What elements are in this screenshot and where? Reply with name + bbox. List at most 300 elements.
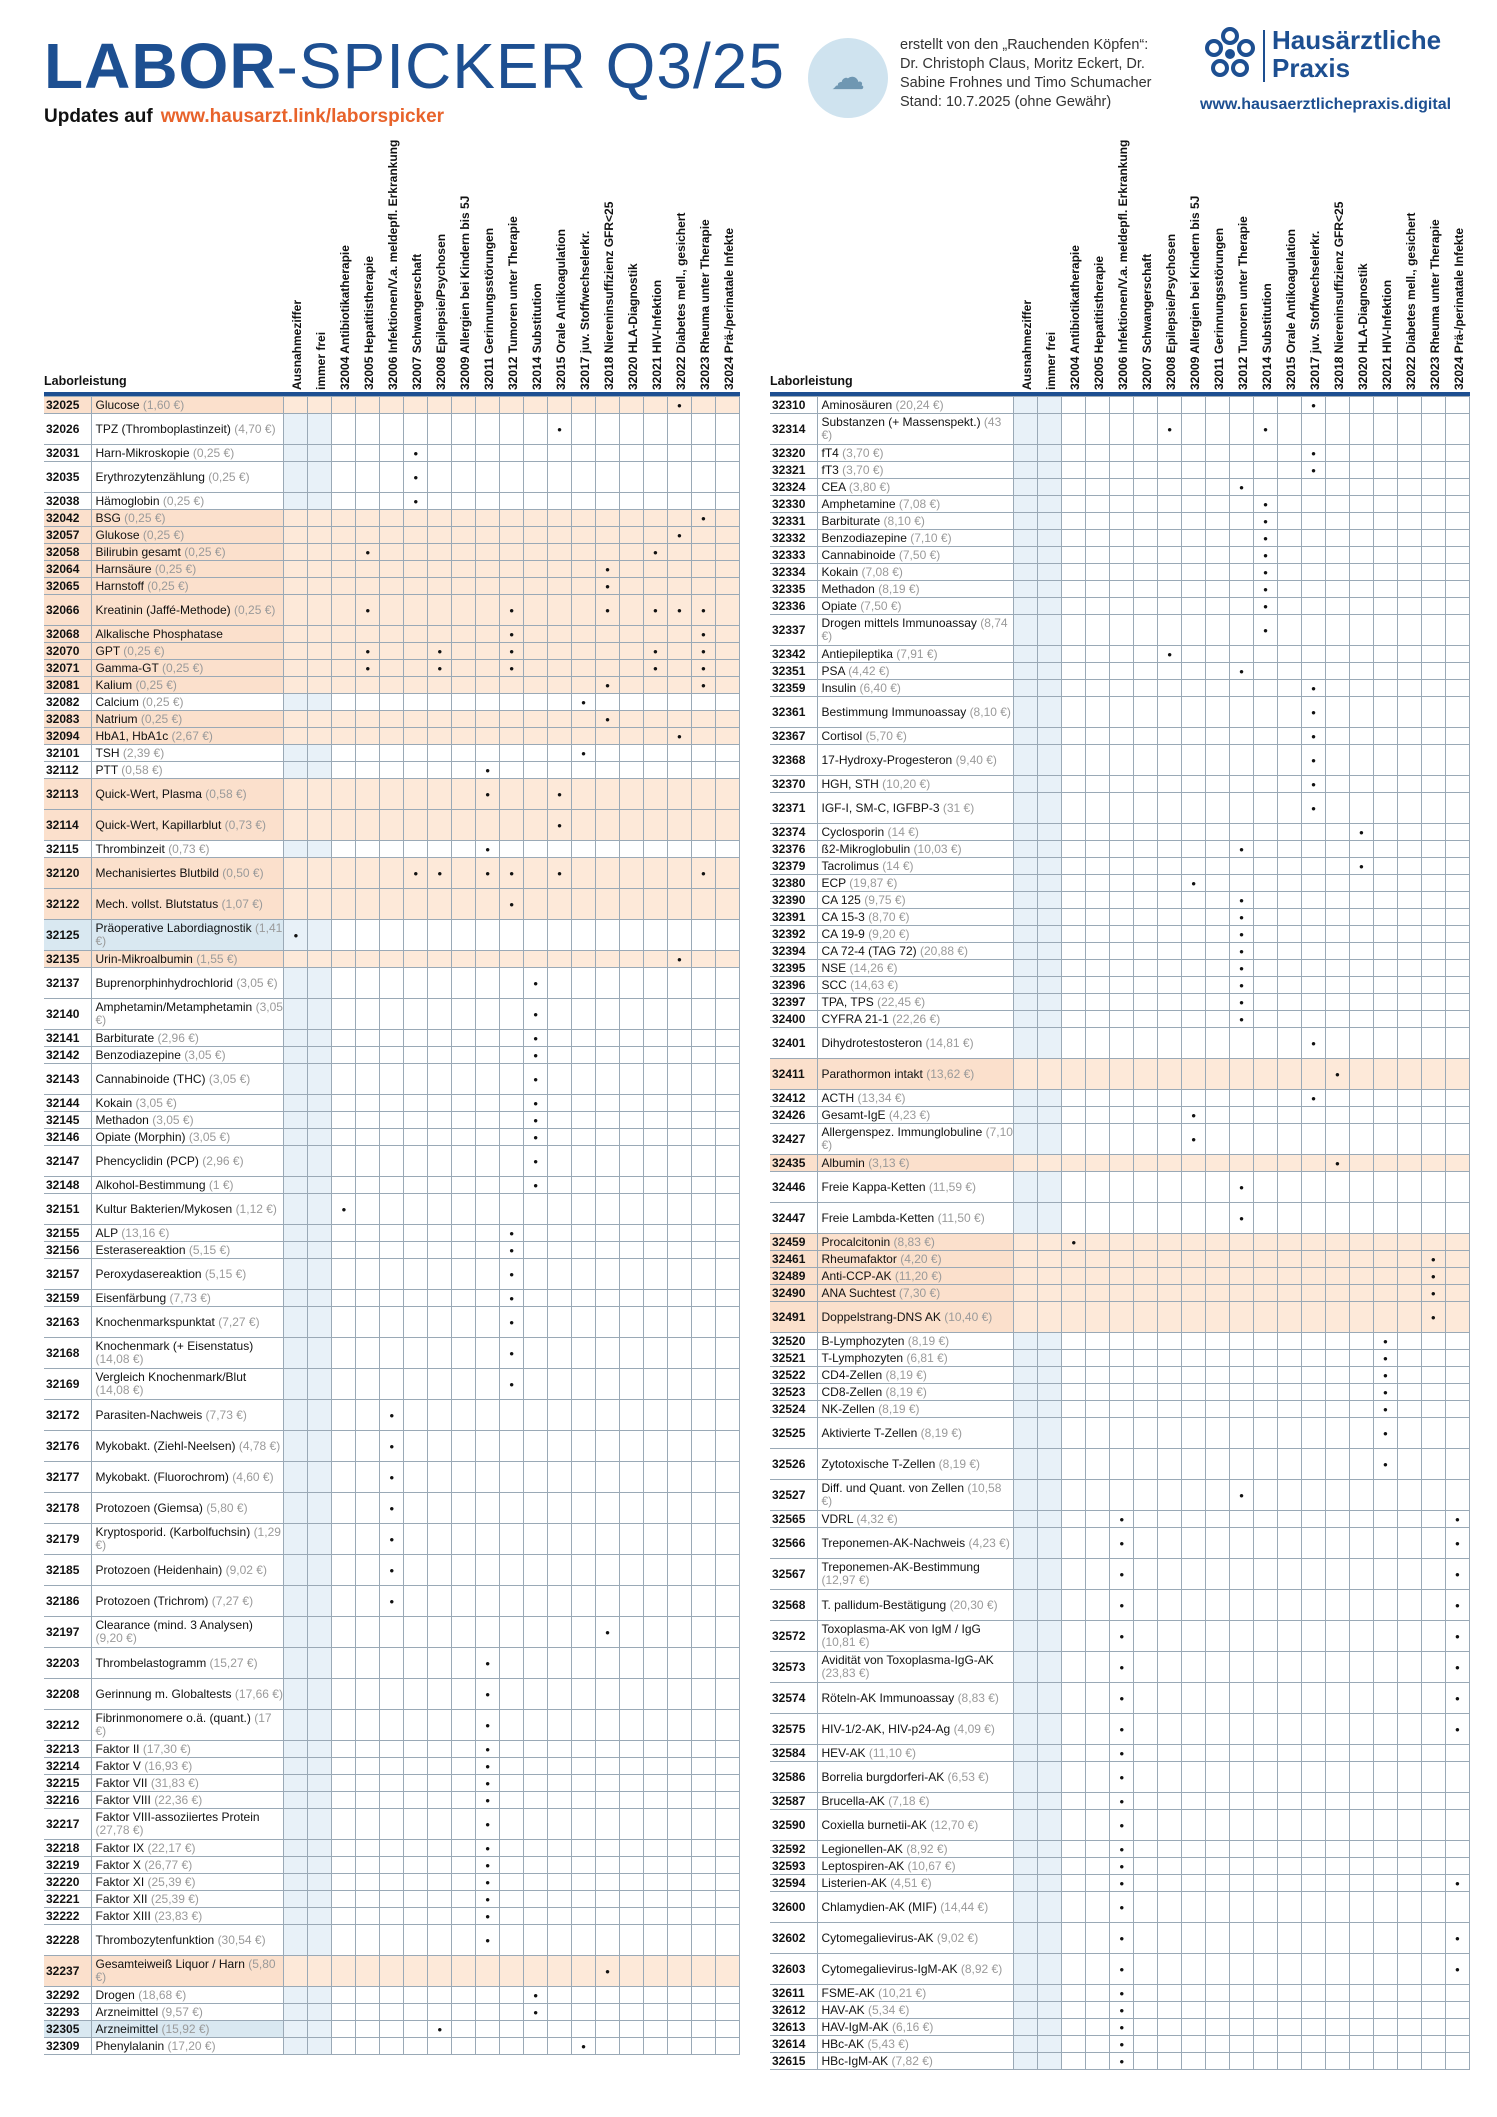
criteria-cell xyxy=(1038,745,1062,776)
criteria-cell xyxy=(500,1112,524,1129)
criteria-cell xyxy=(428,1047,452,1064)
criteria-cell xyxy=(1349,1511,1373,1528)
criteria-cell xyxy=(1373,841,1397,858)
criteria-cell xyxy=(1373,858,1397,875)
criteria-cell xyxy=(1062,496,1086,513)
criteria-cell xyxy=(667,1400,691,1431)
table-row xyxy=(770,1810,1470,1841)
gop-code: 32489 xyxy=(770,1268,818,1285)
criteria-cell xyxy=(452,561,476,578)
criteria-cell xyxy=(667,1891,691,1908)
criteria-cell xyxy=(1397,1923,1421,1954)
criteria-cell xyxy=(1182,2036,1206,2053)
criteria-cell xyxy=(404,762,428,779)
criteria-cell xyxy=(1349,875,1373,892)
criteria-cell xyxy=(1062,1418,1086,1449)
criteria-cell xyxy=(476,1129,500,1146)
criteria-cell xyxy=(1254,1155,1278,1172)
criteria-cell xyxy=(1014,1059,1038,1090)
applies-dot-icon: • xyxy=(485,762,490,778)
criteria-cell xyxy=(404,2021,428,2038)
criteria-cell xyxy=(476,1741,500,1758)
criteria-cell xyxy=(1206,1480,1230,1511)
criteria-cell xyxy=(1302,1841,1326,1858)
service-label: Borrelia burgdorferi-AK xyxy=(821,1769,945,1784)
criteria-cell xyxy=(1278,564,1302,581)
criteria-cell xyxy=(1038,663,1062,680)
lab-service-name xyxy=(818,1841,1014,1858)
criteria-cell xyxy=(284,1908,308,1925)
criteria-cell xyxy=(1110,1011,1134,1028)
criteria-cell xyxy=(715,920,739,951)
criteria-cell xyxy=(404,1925,428,1956)
applies-dot-icon: • xyxy=(509,602,514,618)
criteria-cell xyxy=(356,660,380,677)
criteria-cell xyxy=(452,544,476,561)
criteria-cell xyxy=(284,527,308,544)
criteria-cell xyxy=(500,711,524,728)
criteria-cell xyxy=(1110,1875,1134,1892)
criteria-cell xyxy=(1086,926,1110,943)
applies-dot-icon: • xyxy=(701,626,706,642)
criteria-cell xyxy=(1325,1011,1349,1028)
service-price: (17,66 €) xyxy=(234,1686,283,1701)
criteria-cell xyxy=(643,1679,667,1710)
criteria-cell xyxy=(1445,824,1469,841)
criteria-cell xyxy=(1062,462,1086,479)
lab-service-name xyxy=(818,1090,1014,1107)
criteria-cell xyxy=(308,1307,332,1338)
criteria-cell xyxy=(548,1095,572,1112)
gop-code: 32396 xyxy=(770,977,818,994)
service-price: (4,51 €) xyxy=(890,1875,932,1890)
criteria-cell xyxy=(476,1792,500,1809)
criteria-cell xyxy=(572,1775,596,1792)
criteria-cell xyxy=(620,677,644,694)
criteria-cell xyxy=(1254,462,1278,479)
criteria-cell xyxy=(1373,1793,1397,1810)
criteria-cell xyxy=(548,1874,572,1891)
criteria-cell xyxy=(476,1225,500,1242)
criteria-cell xyxy=(1349,960,1373,977)
criteria-cell xyxy=(1182,1762,1206,1793)
criteria-cell xyxy=(1421,1714,1445,1745)
criteria-cell xyxy=(1230,1449,1254,1480)
criteria-cell xyxy=(428,677,452,694)
table-row xyxy=(770,1745,1470,1762)
criteria-cell xyxy=(1302,663,1326,680)
service-label: Zytotoxische T-Zellen xyxy=(821,1456,936,1471)
criteria-cell xyxy=(691,414,715,445)
criteria-cell xyxy=(1206,1028,1230,1059)
service-price: (9,75 €) xyxy=(864,892,906,907)
criteria-cell xyxy=(500,694,524,711)
criteria-cell xyxy=(1206,1621,1230,1652)
criteria-cell xyxy=(596,1956,620,1987)
criteria-cell xyxy=(1325,1302,1349,1333)
criteria-cell xyxy=(524,1177,548,1194)
criteria-cell xyxy=(452,510,476,527)
criteria-cell xyxy=(332,1710,356,1741)
applies-dot-icon: • xyxy=(437,660,443,676)
service-label: HBc-AK xyxy=(821,2036,865,2051)
criteria-cell xyxy=(1278,1954,1302,1985)
service-price: (22,26 €) xyxy=(892,1011,941,1026)
criteria-cell xyxy=(643,1112,667,1129)
service-price: (17,20 €) xyxy=(167,2038,216,2053)
criteria-cell xyxy=(356,1648,380,1679)
criteria-cell xyxy=(1373,1401,1397,1418)
gop-code: 32426 xyxy=(770,1107,818,1124)
criteria-cell xyxy=(1254,646,1278,663)
lab-service-name xyxy=(92,1129,284,1146)
gop-code: 32026 xyxy=(44,414,92,445)
lab-service-name xyxy=(818,1793,1014,1810)
criteria-cell xyxy=(572,1242,596,1259)
criteria-cell xyxy=(643,544,667,561)
applies-dot-icon: • xyxy=(485,1840,490,1856)
criteria-cell xyxy=(1445,663,1469,680)
criteria-cell xyxy=(380,1462,404,1493)
criteria-cell xyxy=(691,920,715,951)
criteria-cell xyxy=(667,2021,691,2038)
criteria-cell xyxy=(1302,875,1326,892)
criteria-cell xyxy=(1230,909,1254,926)
criteria-cell xyxy=(1014,892,1038,909)
lab-service-name xyxy=(818,680,1014,697)
criteria-cell xyxy=(452,858,476,889)
service-price: (0,25 €) xyxy=(184,544,226,559)
criteria-cell xyxy=(620,1710,644,1741)
table-row xyxy=(770,909,1470,926)
criteria-cell xyxy=(572,445,596,462)
criteria-cell xyxy=(1230,1511,1254,1528)
criteria-cell xyxy=(404,951,428,968)
brand-url[interactable]: www.hausaerztlichepraxis.digital xyxy=(1200,96,1452,113)
criteria-cell xyxy=(1134,728,1158,745)
criteria-cell xyxy=(620,1586,644,1617)
lab-service-name xyxy=(818,1333,1014,1350)
criteria-cell xyxy=(1397,824,1421,841)
criteria-cell xyxy=(1158,745,1182,776)
criteria-cell xyxy=(308,728,332,745)
criteria-cell xyxy=(524,677,548,694)
criteria-cell xyxy=(1038,909,1062,926)
applies-dot-icon: • xyxy=(605,1624,610,1640)
lab-service-name xyxy=(92,1874,284,1891)
criteria-cell xyxy=(1349,776,1373,793)
criteria-cell xyxy=(1325,479,1349,496)
criteria-cell xyxy=(1062,1528,1086,1559)
criteria-cell xyxy=(332,2038,356,2055)
criteria-cell xyxy=(1158,2002,1182,2019)
criteria-cell xyxy=(620,626,644,643)
criteria-cell xyxy=(1445,1124,1469,1155)
criteria-cell xyxy=(1373,680,1397,697)
table-row xyxy=(770,462,1470,479)
criteria-cell xyxy=(476,578,500,595)
criteria-cell xyxy=(667,1710,691,1741)
criteria-cell xyxy=(1325,1810,1349,1841)
criteria-cell xyxy=(1158,547,1182,564)
service-label: Kryptosporid. (Karbolfuchsin) xyxy=(95,1525,251,1539)
criteria-cell xyxy=(1254,1923,1278,1954)
lab-service-name xyxy=(818,1954,1014,1985)
criteria-cell xyxy=(1086,1333,1110,1350)
criteria-cell xyxy=(1134,1302,1158,1333)
criteria-cell xyxy=(572,677,596,694)
criteria-cell xyxy=(1445,1059,1469,1090)
gop-code: 32380 xyxy=(770,875,818,892)
criteria-cell xyxy=(284,1987,308,2004)
criteria-cell xyxy=(1062,1251,1086,1268)
criteria-cell xyxy=(1206,496,1230,513)
column-header-label xyxy=(1302,140,1326,390)
criteria-cell xyxy=(572,1462,596,1493)
table-row xyxy=(770,960,1470,977)
criteria-cell xyxy=(1349,547,1373,564)
criteria-cell xyxy=(1302,1683,1326,1714)
criteria-cell xyxy=(1158,943,1182,960)
criteria-cell xyxy=(428,1095,452,1112)
criteria-cell xyxy=(1373,1234,1397,1251)
criteria-cell xyxy=(1038,581,1062,598)
gop-code: 32461 xyxy=(770,1251,818,1268)
criteria-cell xyxy=(620,643,644,660)
criteria-cell xyxy=(332,578,356,595)
criteria-cell xyxy=(1206,1251,1230,1268)
criteria-cell xyxy=(1086,1155,1110,1172)
criteria-cell xyxy=(691,1095,715,1112)
criteria-cell xyxy=(1158,1793,1182,1810)
criteria-cell xyxy=(1110,1923,1134,1954)
table-row xyxy=(770,530,1470,547)
criteria-cell xyxy=(1038,1810,1062,1841)
criteria-cell xyxy=(1349,397,1373,414)
criteria-cell xyxy=(428,2038,452,2055)
criteria-cell xyxy=(1110,1762,1134,1793)
criteria-cell xyxy=(1445,462,1469,479)
table-row xyxy=(770,841,1470,858)
service-price: (20,88 €) xyxy=(919,943,969,958)
criteria-cell xyxy=(1062,1793,1086,1810)
criteria-cell xyxy=(428,1146,452,1177)
criteria-cell xyxy=(476,694,500,711)
service-label: Phencyclidin (PCP) xyxy=(95,1153,199,1168)
gop-code: 32217 xyxy=(44,1809,92,1840)
applies-dot-icon: • xyxy=(1311,1090,1316,1106)
criteria-cell xyxy=(715,1112,739,1129)
criteria-cell xyxy=(452,1617,476,1648)
applies-dot-icon: • xyxy=(1119,1899,1125,1915)
criteria-cell xyxy=(1014,1762,1038,1793)
lab-service-name xyxy=(92,397,284,414)
applies-dot-icon: • xyxy=(485,1932,490,1948)
gop-code: 32336 xyxy=(770,598,818,615)
criteria-cell xyxy=(715,1840,739,1857)
criteria-cell xyxy=(380,1369,404,1400)
criteria-cell xyxy=(548,889,572,920)
service-price: (0,25 €) xyxy=(161,660,204,675)
column-header-label xyxy=(1446,140,1470,390)
criteria-cell xyxy=(1062,824,1086,841)
criteria-cell xyxy=(332,1617,356,1648)
gop-code: 32376 xyxy=(770,841,818,858)
criteria-cell xyxy=(1397,1155,1421,1172)
criteria-cell xyxy=(1278,858,1302,875)
criteria-cell xyxy=(1445,1858,1469,1875)
criteria-cell xyxy=(1302,1985,1326,2002)
column-header-label xyxy=(1350,140,1374,390)
criteria-cell xyxy=(476,762,500,779)
criteria-cell xyxy=(1086,1028,1110,1059)
criteria-cell xyxy=(1230,1714,1254,1745)
criteria-cell xyxy=(1134,1234,1158,1251)
criteria-cell xyxy=(596,1741,620,1758)
criteria-cell xyxy=(1062,1203,1086,1234)
criteria-cell xyxy=(1086,2036,1110,2053)
criteria-cell xyxy=(1182,462,1206,479)
criteria-cell xyxy=(308,1177,332,1194)
column-header-label xyxy=(668,140,692,390)
criteria-cell xyxy=(1086,841,1110,858)
criteria-cell xyxy=(404,1987,428,2004)
criteria-cell xyxy=(1349,1251,1373,1268)
criteria-cell xyxy=(452,1338,476,1369)
criteria-cell xyxy=(428,2021,452,2038)
service-label: Leptospiren-AK xyxy=(821,1858,905,1873)
criteria-cell xyxy=(500,728,524,745)
criteria-cell xyxy=(691,1338,715,1369)
criteria-cell xyxy=(500,1758,524,1775)
lab-service-name xyxy=(818,1124,1014,1155)
criteria-cell xyxy=(620,1431,644,1462)
criteria-cell xyxy=(452,1586,476,1617)
criteria-cell xyxy=(404,1792,428,1809)
criteria-cell xyxy=(500,1987,524,2004)
criteria-cell xyxy=(1182,1985,1206,2002)
criteria-cell xyxy=(500,2004,524,2021)
criteria-cell xyxy=(1182,1333,1206,1350)
criteria-cell xyxy=(332,1493,356,1524)
criteria-cell xyxy=(1421,1858,1445,1875)
service-price: (23,83 €) xyxy=(154,1908,203,1923)
criteria-cell xyxy=(1349,1107,1373,1124)
criteria-cell xyxy=(691,728,715,745)
criteria-cell xyxy=(1373,615,1397,646)
criteria-cell xyxy=(1206,943,1230,960)
table-row xyxy=(770,1028,1470,1059)
criteria-cell xyxy=(500,445,524,462)
updates-link[interactable]: www.hausarzt.link/laborspicker xyxy=(160,106,445,127)
criteria-cell xyxy=(1254,1234,1278,1251)
criteria-cell xyxy=(428,745,452,762)
criteria-cell xyxy=(356,951,380,968)
criteria-cell xyxy=(1254,1333,1278,1350)
criteria-cell xyxy=(476,1030,500,1047)
criteria-cell xyxy=(1302,598,1326,615)
criteria-cell xyxy=(1349,1302,1373,1333)
table-row xyxy=(770,1954,1470,1985)
criteria-cell xyxy=(404,1462,428,1493)
criteria-cell xyxy=(1134,776,1158,793)
criteria-cell xyxy=(1014,1418,1038,1449)
gop-code: 32566 xyxy=(770,1528,818,1559)
column-header-text: 32004 Antibiotikatherapie xyxy=(1068,245,1082,390)
criteria-cell xyxy=(620,745,644,762)
lab-service-name xyxy=(818,1418,1014,1449)
criteria-cell xyxy=(332,595,356,626)
criteria-cell xyxy=(452,1710,476,1741)
table-row xyxy=(770,680,1470,697)
criteria-cell xyxy=(1110,615,1134,646)
service-price: (3,05 €) xyxy=(152,1112,194,1127)
criteria-cell xyxy=(1421,1350,1445,1367)
criteria-cell xyxy=(524,889,548,920)
criteria-cell xyxy=(1254,414,1278,445)
criteria-cell xyxy=(548,1617,572,1648)
criteria-cell xyxy=(1302,445,1326,462)
criteria-cell xyxy=(1421,414,1445,445)
criteria-cell xyxy=(1421,2036,1445,2053)
service-label: Kalium xyxy=(95,677,133,692)
criteria-cell xyxy=(1062,1090,1086,1107)
criteria-cell xyxy=(428,1741,452,1758)
criteria-cell xyxy=(1182,1384,1206,1401)
criteria-cell xyxy=(308,1679,332,1710)
table-row xyxy=(770,1268,1470,1285)
criteria-cell xyxy=(1158,445,1182,462)
criteria-cell xyxy=(1254,1418,1278,1449)
criteria-cell xyxy=(715,745,739,762)
criteria-cell xyxy=(1421,1841,1445,1858)
applies-dot-icon: • xyxy=(653,643,658,659)
criteria-cell xyxy=(380,1259,404,1290)
criteria-cell xyxy=(1445,793,1469,824)
criteria-cell xyxy=(332,1648,356,1679)
criteria-cell xyxy=(1302,1449,1326,1480)
criteria-cell xyxy=(356,2004,380,2021)
criteria-cell xyxy=(1349,462,1373,479)
table-row xyxy=(770,1418,1470,1449)
criteria-cell xyxy=(1397,1745,1421,1762)
criteria-cell xyxy=(1397,1480,1421,1511)
criteria-cell xyxy=(332,510,356,527)
lab-service-name xyxy=(92,968,284,999)
criteria-cell xyxy=(715,1242,739,1259)
criteria-cell xyxy=(1062,1367,1086,1384)
lab-service-name xyxy=(818,462,1014,479)
criteria-cell xyxy=(1110,1333,1134,1350)
applies-dot-icon: • xyxy=(533,975,538,991)
criteria-cell xyxy=(380,1775,404,1792)
gop-code: 32412 xyxy=(770,1090,818,1107)
criteria-cell xyxy=(1325,793,1349,824)
gop-code: 32390 xyxy=(770,892,818,909)
criteria-cell xyxy=(643,1095,667,1112)
column-header-text: 32023 Rheuma unter Therapie xyxy=(698,219,712,390)
table-row xyxy=(770,615,1470,646)
gop-code: 32142 xyxy=(44,1047,92,1064)
criteria-cell xyxy=(572,1908,596,1925)
criteria-cell xyxy=(1206,1683,1230,1714)
criteria-cell xyxy=(1134,1841,1158,1858)
criteria-cell xyxy=(1373,728,1397,745)
criteria-cell xyxy=(1325,1652,1349,1683)
criteria-cell xyxy=(1062,530,1086,547)
criteria-cell xyxy=(476,1047,500,1064)
criteria-cell xyxy=(404,1064,428,1095)
